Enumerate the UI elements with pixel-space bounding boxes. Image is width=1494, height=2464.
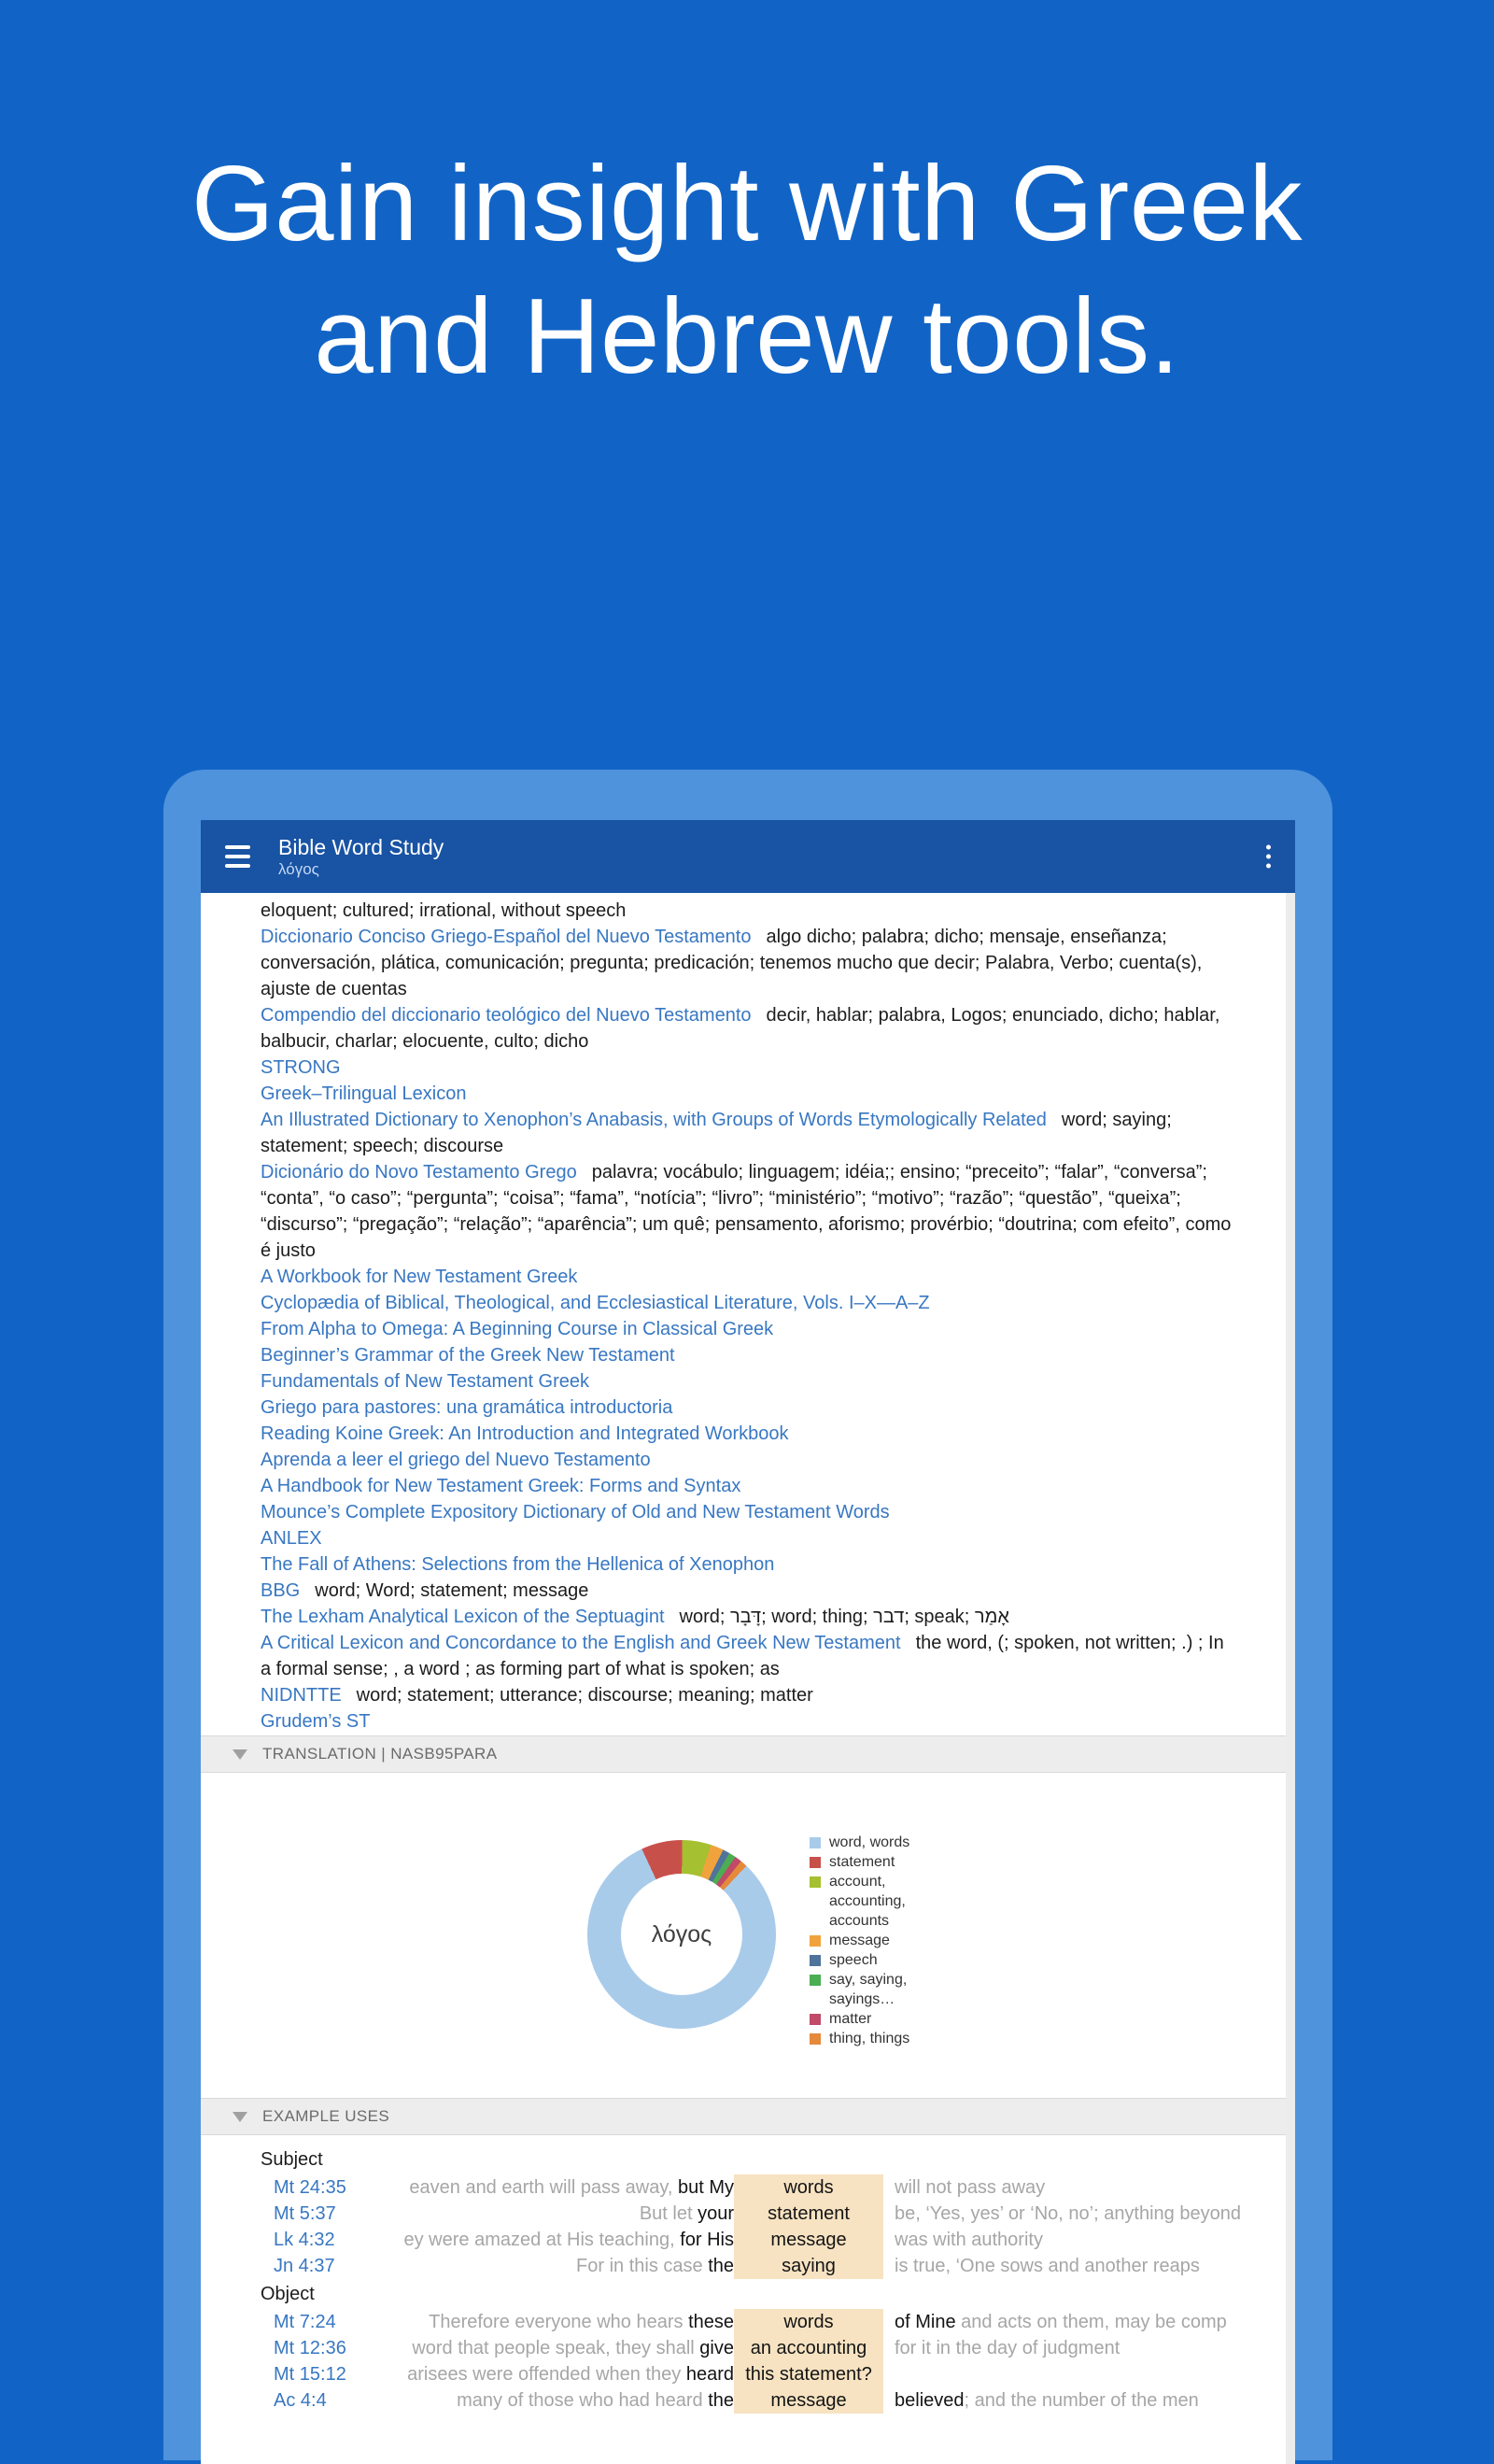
resource-definition: decir, hablar; palabra, Logos; enunciado, dicho; hablar, balbucir, charlar; elocuente, culto; dicho <box>261 1005 1220 1052</box>
legend-label: message <box>829 1933 890 1948</box>
example-row <box>201 2253 1295 2279</box>
keyword-highlight[interactable]: saying <box>734 2253 883 2279</box>
verse-ref-link[interactable]: Mt 5:37 <box>274 2203 336 2224</box>
donut-chart <box>587 1840 776 2029</box>
verse-ref-link[interactable]: Jn 4:37 <box>274 2256 335 2276</box>
lexicon-entry <box>261 1368 1239 1395</box>
lexicon-entry <box>261 1525 1239 1551</box>
context-right <box>883 2387 1295 2414</box>
context-right <box>883 2253 1295 2279</box>
legend-label: account, accounting, accounts <box>829 1874 906 1929</box>
collapse-triangle-icon[interactable] <box>233 2112 247 2122</box>
donut-center-label: λόγος <box>621 1874 742 1995</box>
legend-item <box>810 1950 946 1970</box>
keyword-highlight[interactable]: statement <box>734 2201 883 2227</box>
resource-link[interactable]: A Critical Lexicon and Concordance to the English and Greek New Testament <box>261 1633 901 1653</box>
lexicon-list <box>201 893 1295 1735</box>
legend-swatch <box>810 1837 821 1848</box>
context-right-faded: for it in the day of judgment <box>895 2338 1120 2358</box>
context-right-faded: ; and the number of the men <box>964 2390 1199 2411</box>
resource-definition: the word, (; spoken, not written; .) ; In a formal sense; , a word ; as forming part of what is spoken; as <box>261 1633 1224 1679</box>
legend-item <box>810 2029 946 2048</box>
legend-item <box>810 1833 946 1852</box>
lexicon-entry <box>261 1421 1239 1447</box>
lexicon-entry <box>261 1264 1239 1290</box>
verse-ref-link[interactable]: Mt 12:36 <box>274 2338 346 2358</box>
lexicon-entry <box>261 1604 1239 1630</box>
resource-link[interactable]: Griego para pastores: una gramática introductoria <box>261 1397 673 1418</box>
legend-label: say, saying, sayings… <box>829 1972 908 2007</box>
context-left-faded: For in this case <box>576 2256 709 2276</box>
legend-swatch <box>810 1975 821 1986</box>
context-right-faded: is true, ‘One sows and another reaps <box>895 2256 1200 2276</box>
lexicon-entry <box>261 1447 1239 1473</box>
context-left <box>384 2227 734 2253</box>
resource-definition: word; Word; statement; message <box>315 1580 589 1601</box>
context-left <box>384 2253 734 2279</box>
app-title: Bible Word Study <box>278 834 444 859</box>
example-row <box>201 2309 1295 2335</box>
resource-link[interactable]: The Fall of Athens: Selections from the Hellenica of Xenophon <box>261 1554 775 1575</box>
context-left-dark: these <box>688 2312 734 2332</box>
context-right <box>883 2174 1295 2201</box>
verse-ref-link[interactable]: Lk 4:32 <box>274 2230 335 2250</box>
example-row <box>201 2227 1295 2253</box>
legend-item <box>810 1872 946 1931</box>
legend-swatch <box>810 2033 821 2045</box>
example-group-heading: Object <box>261 2284 315 2304</box>
context-left-dark: for His <box>680 2230 734 2250</box>
legend-label: statement <box>829 1854 895 1870</box>
lexicon-entry <box>261 1395 1239 1421</box>
lexicon-entry <box>261 1473 1239 1499</box>
context-right-faded: be, ‘Yes, yes’ or ‘No, no’; anything beyond <box>895 2203 1241 2224</box>
resource-link[interactable]: Greek–Trilingual Lexicon <box>261 1083 467 1104</box>
resource-link[interactable]: STRONG <box>261 1057 341 1078</box>
context-right-faded: will not pass away <box>895 2177 1046 2198</box>
example-group-heading: Subject <box>261 2149 323 2170</box>
lexicon-entry <box>261 1290 1239 1316</box>
menu-icon[interactable] <box>225 845 250 868</box>
resource-definition: word; דָּבָר; word; thing; דבר; speak; אָמַר <box>679 1607 1009 1627</box>
resource-link[interactable]: Compendio del diccionario teológico del Nuevo Testamento <box>261 1005 752 1026</box>
lexicon-entry <box>261 1002 1239 1055</box>
lexicon-entry <box>261 1081 1239 1107</box>
lexicon-entry <box>261 1578 1239 1604</box>
collapse-triangle-icon[interactable] <box>233 1749 247 1760</box>
lexicon-leading-text: eloquent; cultured; irrational, without speech <box>261 900 627 921</box>
context-left-dark: but My <box>677 2177 734 2198</box>
resource-link[interactable]: BBG <box>261 1580 301 1601</box>
context-left-faded: ey were amazed at His teaching, <box>403 2230 681 2250</box>
context-left-faded: arisees were offended when they <box>407 2364 686 2385</box>
resource-definition: word; statement; utterance; discourse; meaning; matter <box>356 1685 813 1706</box>
keyword-highlight[interactable]: message <box>734 2227 883 2253</box>
context-left-dark: your <box>698 2203 734 2224</box>
legend-swatch <box>810 1955 821 1966</box>
resource-link[interactable]: From Alpha to Omega: A Beginning Course in Classical Greek <box>261 1319 774 1339</box>
app-subtitle: λόγος <box>278 859 319 878</box>
context-left <box>384 2309 734 2335</box>
resource-link[interactable]: Beginner’s Grammar of the Greek New Testament <box>261 1345 675 1366</box>
verse-ref-link[interactable]: Mt 15:12 <box>274 2364 346 2385</box>
verse-ref-link[interactable]: Mt 7:24 <box>274 2312 336 2332</box>
legend-label: thing, things <box>829 2031 910 2046</box>
verse-ref-link[interactable]: Ac 4:4 <box>274 2390 327 2411</box>
resource-link[interactable]: A Handbook for New Testament Greek: Forms and Syntax <box>261 1476 741 1496</box>
legend-swatch <box>810 1935 821 1947</box>
resource-link[interactable]: The Lexham Analytical Lexicon of the Septuagint <box>261 1607 665 1627</box>
keyword-highlight[interactable]: this statement? <box>734 2361 883 2387</box>
resource-link[interactable]: ANLEX <box>261 1528 322 1549</box>
hero-heading-line2: and Hebrew tools. <box>314 277 1180 396</box>
lexicon-entry <box>261 1316 1239 1342</box>
resource-link[interactable]: Reading Koine Greek: An Introduction and Integrated Workbook <box>261 1423 789 1444</box>
hero-heading-line1: Gain insight with Greek <box>190 145 1304 263</box>
context-right <box>883 2227 1295 2253</box>
lexicon-entry <box>261 1551 1239 1578</box>
example-row <box>201 2387 1295 2414</box>
context-left-dark: the <box>708 2390 734 2411</box>
lexicon-entry <box>261 1107 1239 1159</box>
app-screen <box>201 820 1295 2464</box>
scrollbar-track[interactable] <box>1286 893 1295 2464</box>
example-row <box>201 2361 1295 2387</box>
context-left-dark: heard <box>685 2364 734 2385</box>
legend-label: word, words <box>829 1834 910 1850</box>
resource-definition: word; saying; statement; speech; discourse <box>261 1110 1172 1156</box>
translation-section-label: TRANSLATION | NASB95PARA <box>262 1745 498 1763</box>
lexicon-entry <box>261 1708 1239 1735</box>
example-row <box>201 2201 1295 2227</box>
keyword-highlight[interactable]: words <box>734 2174 883 2201</box>
resource-definition: palavra; vocábulo; linguagem; idéia;; ensino; “preceito”; “falar”, “conversa”; “conta”, “o caso”; “pergunta”; “coisa”; “fama”, “notícia”; “livro”; “ministério”; “motivo”; “razão”; “questão”, “queixa”; “discurso”; “pregação”; “relação”; “aparência”; um quê; pensamento, aforismo; provérbio; “doutrina; com efeito”, como é justo <box>261 1162 1232 1261</box>
context-left-faded: eaven and earth will pass away, <box>409 2177 678 2198</box>
legend-item <box>810 1970 946 2009</box>
example-row <box>201 2335 1295 2361</box>
context-left-dark: give <box>699 2338 734 2358</box>
context-right <box>883 2309 1295 2335</box>
resource-link[interactable]: Dicionário do Novo Testamento Grego <box>261 1162 577 1182</box>
example-row <box>201 2174 1295 2201</box>
verse-ref-link[interactable]: Mt 24:35 <box>274 2177 346 2198</box>
resource-link[interactable]: Cyclopædia of Biblical, Theological, and Ecclesiastical Literature, Vols. I–X—A–Z <box>261 1293 930 1313</box>
context-left <box>384 2387 734 2414</box>
context-left-faded: word that people speak, they shall <box>412 2338 700 2358</box>
resource-link[interactable]: A Workbook for New Testament Greek <box>261 1267 578 1287</box>
lexicon-entry <box>261 1499 1239 1525</box>
hero-heading <box>0 138 1494 404</box>
context-right-faded: and acts on them, may be comp <box>955 2312 1227 2332</box>
resource-link[interactable]: Diccionario Conciso Griego-Español del Nuevo Testamento <box>261 927 752 947</box>
resource-definition: algo dicho; palabra; dicho; mensaje, enseñanza; conversación, plática, comunicación; pregunta; predicación; tenemos mucho que decir; Palabra, Verbo; cuenta(s), ajuste de cuentas <box>261 927 1203 999</box>
translation-chart-panel <box>201 1773 1295 2098</box>
app-bar <box>201 820 1295 893</box>
legend-item <box>810 2009 946 2029</box>
overflow-menu-icon[interactable] <box>1266 845 1271 869</box>
translation-section-header[interactable] <box>201 1735 1295 1773</box>
context-right <box>883 2201 1295 2227</box>
context-right-faded: was with authority <box>895 2230 1043 2250</box>
examples-section-header[interactable] <box>201 2098 1295 2135</box>
lexicon-entry <box>261 924 1239 1002</box>
resource-link[interactable]: Grudem’s ST <box>261 1711 371 1732</box>
chart-legend <box>810 1833 946 2048</box>
resource-link[interactable]: Fundamentals of New Testament Greek <box>261 1371 590 1392</box>
resource-link[interactable]: NIDNTTE <box>261 1685 342 1706</box>
example-uses-list <box>201 2135 1295 2414</box>
legend-item <box>810 1852 946 1872</box>
context-right-dark: believed <box>895 2390 965 2411</box>
resource-link[interactable]: An Illustrated Dictionary to Xenophon’s Anabasis, with Groups of Words Etymologically Related <box>261 1110 1047 1130</box>
lexicon-entry <box>261 1159 1239 1264</box>
keyword-highlight[interactable]: an accounting <box>734 2335 883 2361</box>
context-left <box>384 2335 734 2361</box>
context-right-dark: of Mine <box>895 2312 956 2332</box>
context-left-faded: But let <box>639 2203 698 2224</box>
keyword-highlight[interactable]: message <box>734 2387 883 2414</box>
examples-section-label: EXAMPLE USES <box>262 2107 390 2125</box>
lexicon-entry <box>261 1630 1239 1682</box>
legend-swatch <box>810 1857 821 1868</box>
resource-link[interactable]: Aprenda a leer el griego del Nuevo Testamento <box>261 1450 651 1470</box>
legend-item <box>810 1931 946 1950</box>
keyword-highlight[interactable]: words <box>734 2309 883 2335</box>
tablet-device <box>163 770 1332 2460</box>
context-right <box>883 2335 1295 2361</box>
legend-label: matter <box>829 2011 872 2027</box>
context-left-faded: Therefore everyone who hears <box>429 2312 689 2332</box>
context-right <box>883 2361 1295 2387</box>
resource-link[interactable]: Mounce’s Complete Expository Dictionary of Old and New Testament Words <box>261 1502 890 1522</box>
context-left-faded: many of those who had heard <box>457 2390 709 2411</box>
lexicon-entry <box>261 1342 1239 1368</box>
app-bar-titles <box>278 835 444 879</box>
context-left <box>384 2361 734 2387</box>
context-left <box>384 2201 734 2227</box>
context-left-dark: the <box>708 2256 734 2276</box>
context-left <box>384 2174 734 2201</box>
legend-swatch <box>810 2014 821 2025</box>
lexicon-entry <box>261 1055 1239 1081</box>
legend-swatch <box>810 1876 821 1888</box>
lexicon-entry <box>261 1682 1239 1708</box>
legend-label: speech <box>829 1952 878 1968</box>
